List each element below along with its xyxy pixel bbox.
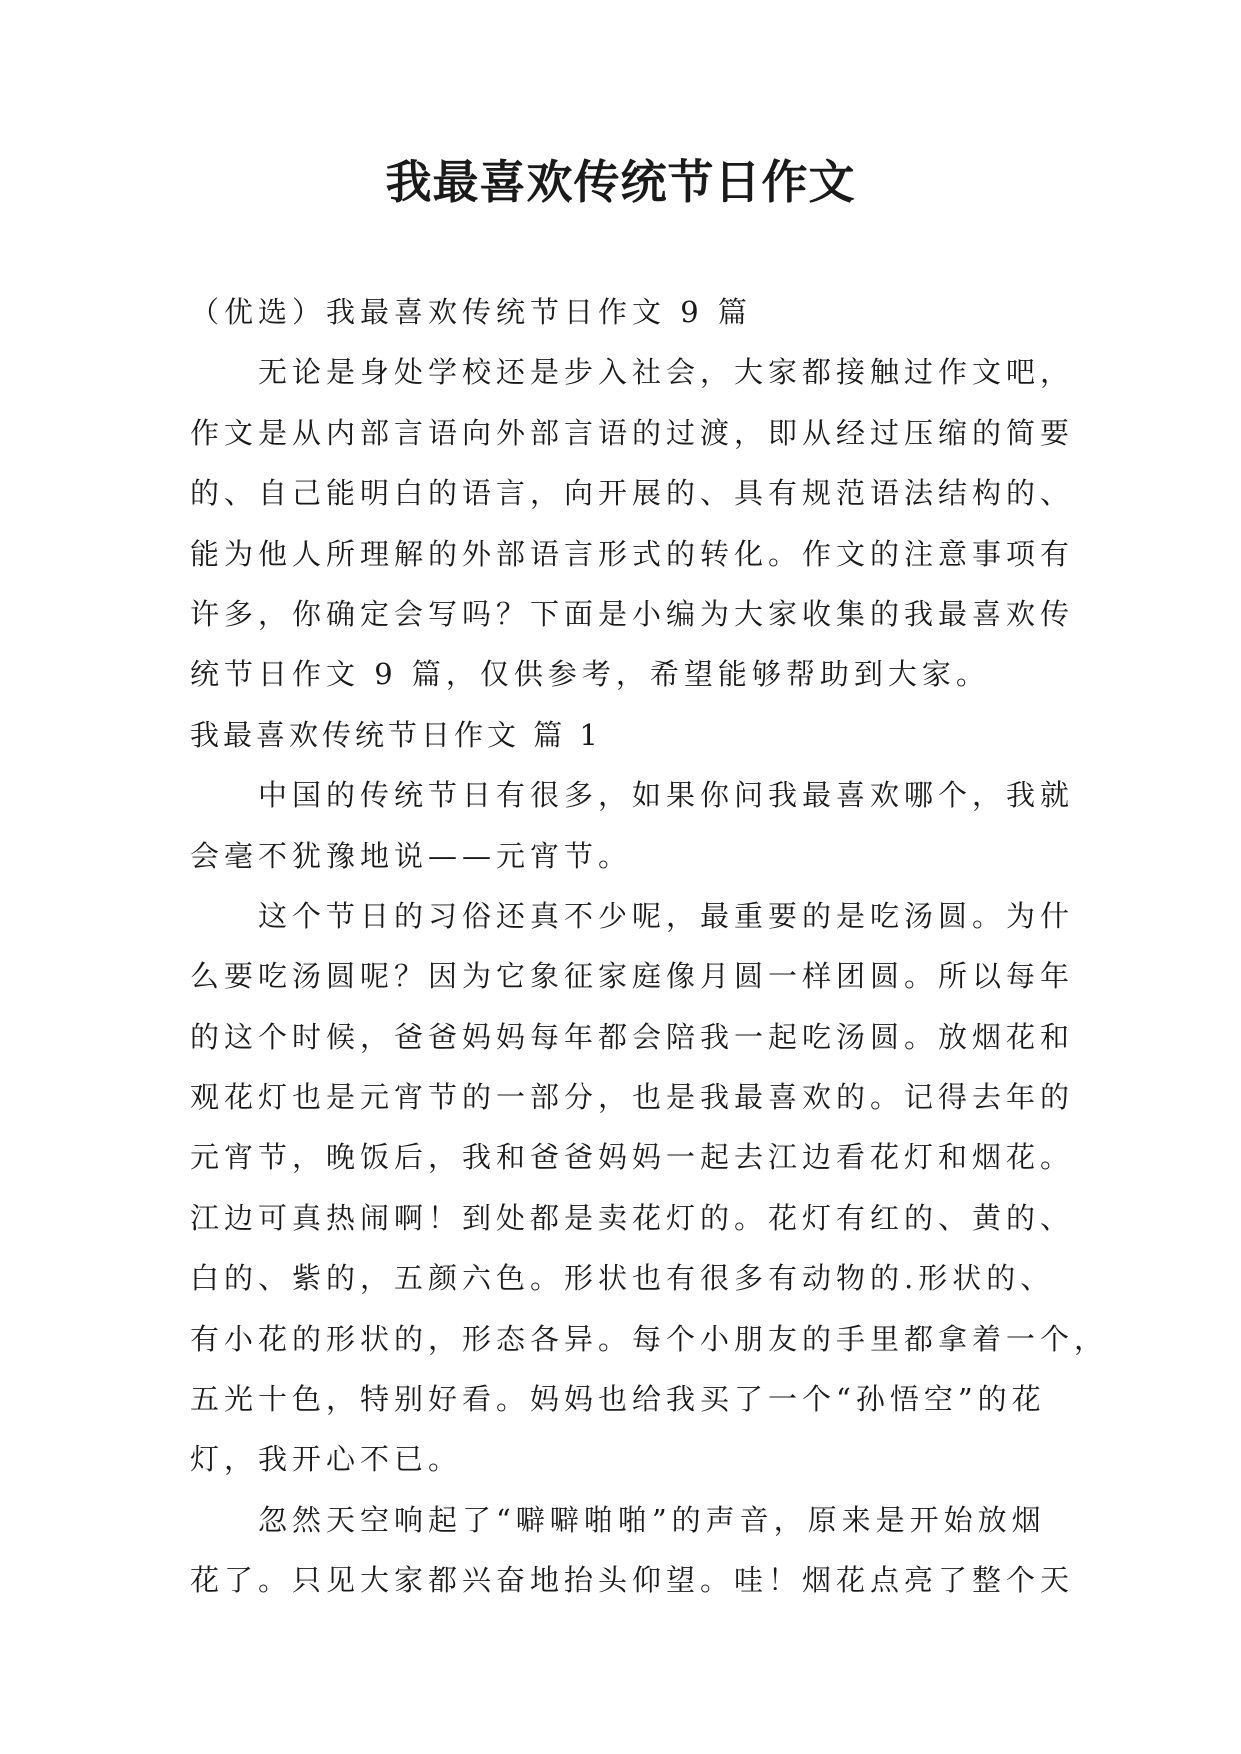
paragraph-line: 统节日作文 9 篇，仅供参考，希望能够帮助到大家。 [190,657,990,692]
page-title: 我最喜欢传统节日作文 [385,155,856,209]
paragraph-line: 观花灯也是元宵节的一部分，也是我最喜欢的。记得去年的 [190,1080,1075,1115]
paragraph-line: 能为他人所理解的外部语言形式的转化。作文的注意事项有 [190,536,1075,571]
paragraph-line: 这个节日的习俗还真不少呢，最重要的是吃汤圆。为什 [258,898,1075,933]
paragraph-line: 会毫不犹豫地说——元宵节。 [190,838,633,873]
document-body [190,282,1109,1611]
paragraph-line: 许多，你确定会写吗？下面是小编为大家收集的我最喜欢传 [190,596,1075,631]
paragraph-line: 有小花的形状的，形态各异。每个小朋友的手里都拿着一个， [190,1321,1109,1356]
paragraph-line: 无论是身处学校还是步入社会，大家都接触过作文吧， [258,355,1075,390]
document-subtitle: （优选）我最喜欢传统节日作文 9 篇 [190,295,752,329]
paragraph-line: 白的、紫的，五颜六色。形状也有很多有动物的.形状的、 [190,1261,1055,1296]
paragraph-line: 的、自己能明白的语言，向开展的、具有规范语法结构的、 [190,476,1075,511]
paragraph-line: 灯，我开心不已。 [190,1442,463,1477]
paragraph-line: 的这个时候，爸爸妈妈每年都会陪我一起吃汤圆。放烟花和 [190,1019,1075,1054]
paragraph-line: 江边可真热闹啊！到处都是卖花灯的。花灯有红的、黄的、 [190,1200,1075,1235]
section-heading: 我最喜欢传统节日作文 篇 1 [190,717,602,752]
paragraph-line: 花了。只见大家都兴奋地抬头仰望。哇！烟花点亮了整个天 [190,1563,1075,1598]
paragraph-line: 作文是从内部言语向外部言语的过渡，即从经过压缩的简要 [190,415,1075,450]
paragraph-line: 元宵节，晚饭后，我和爸爸妈妈一起去江边看花灯和烟花。 [190,1140,1075,1175]
paragraph-line: 中国的传统节日有很多，如果你问我最喜欢哪个，我就 [258,778,1075,813]
paragraph-line: 忽然天空响起了“噼噼啪啪”的声音，原来是开始放烟 [258,1502,1046,1537]
paragraph-line: 么要吃汤圆呢？因为它象征家庭像月圆一样团圆。所以每年 [190,959,1075,994]
paragraph-line: 五光十色，特别好看。妈妈也给我买了一个“孙悟空”的花 [190,1382,1046,1417]
